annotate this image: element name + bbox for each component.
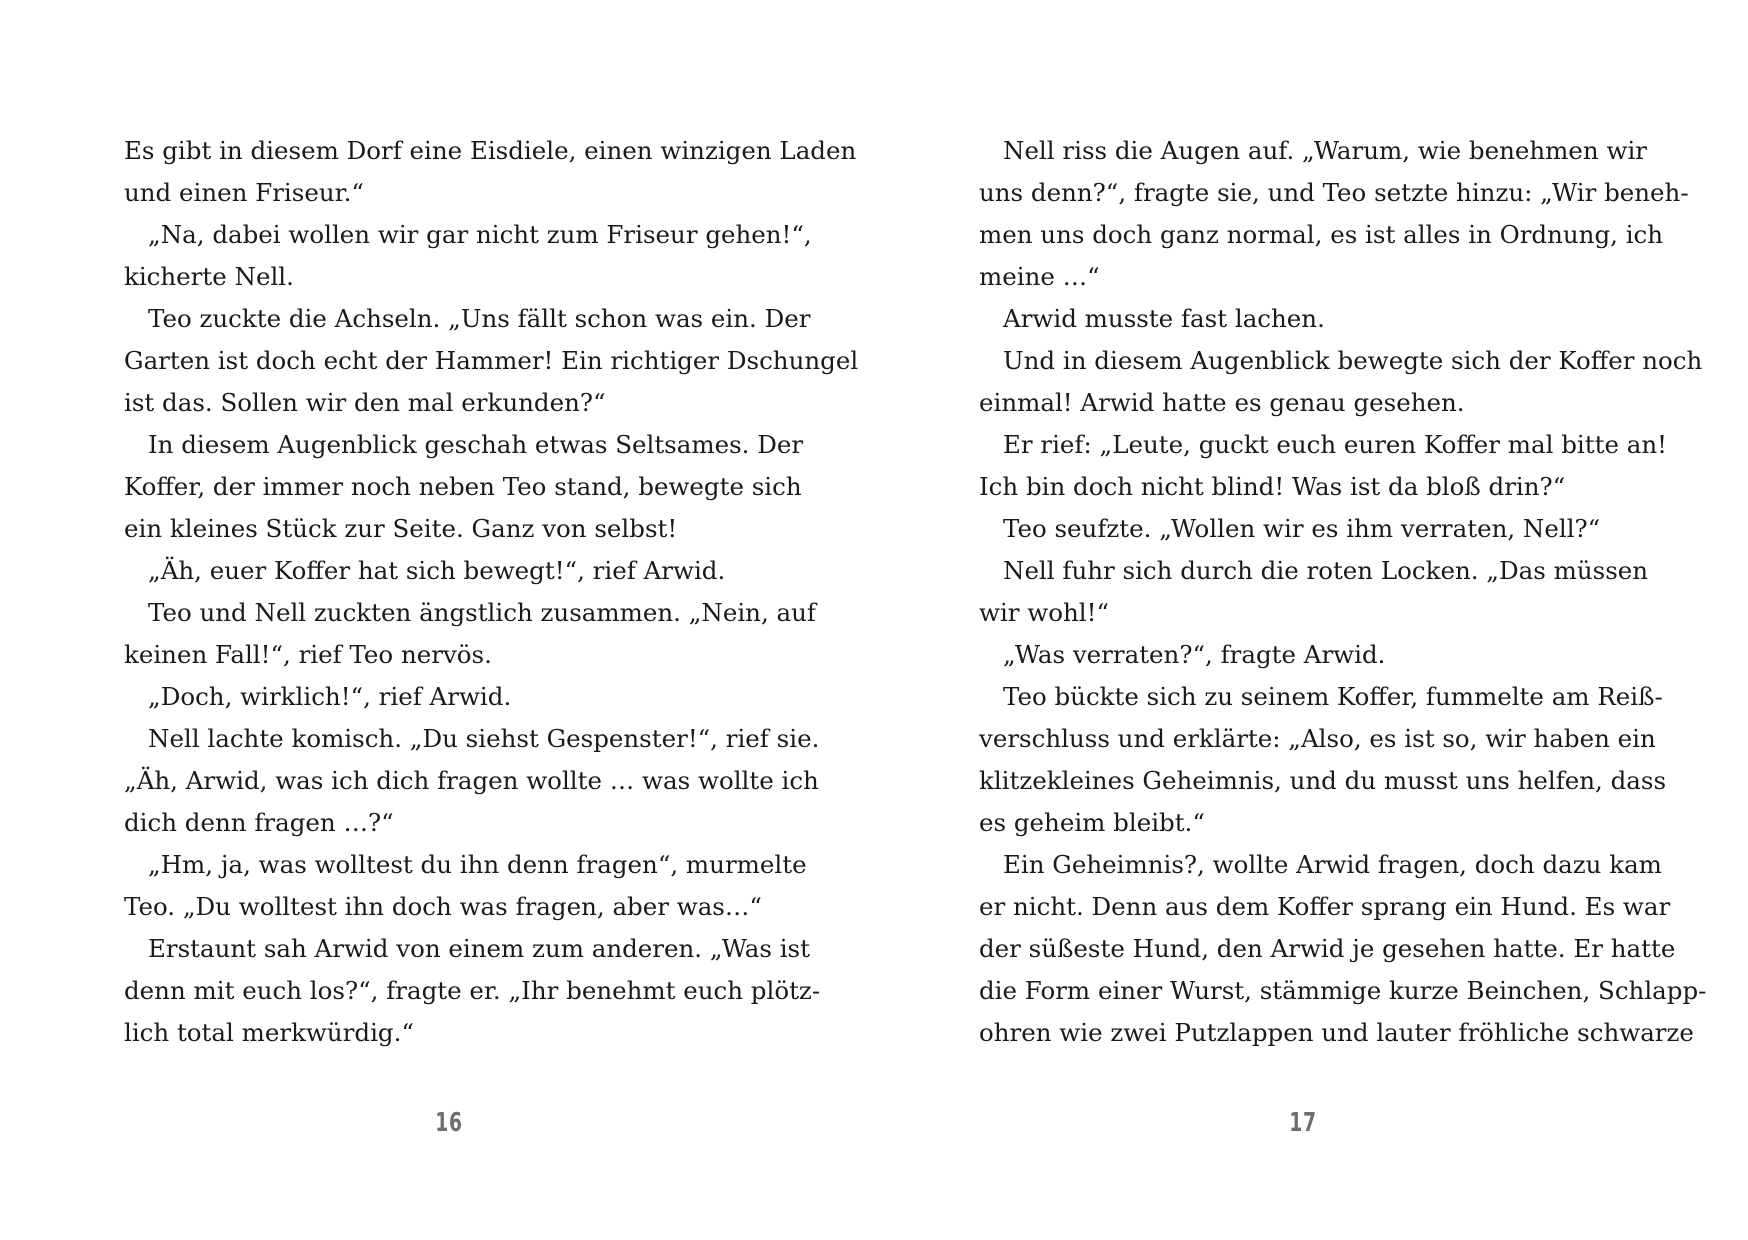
text-line: ist das. Sollen wir den mal erkunden?“ <box>124 388 606 417</box>
text-line: Erstaunt sah Arwid von einem zum anderen. „Was ist <box>148 934 810 963</box>
left-page-text <box>124 130 859 1054</box>
text-line: Ich bin doch nicht blind! Was ist da bloß drin?“ <box>979 472 1566 501</box>
text-line: er nicht. Denn aus dem Koffer sprang ein Hund. Es war <box>979 892 1671 921</box>
right-page <box>979 130 1707 1054</box>
text-line: „Hm, ja, was wolltest du ihn denn fragen“, murmelte <box>148 850 807 879</box>
text-line: verschluss und erklärte: „Also, es ist so, wir haben ein <box>979 724 1656 753</box>
text-line: men uns doch ganz normal, es ist alles in Ordnung, ich <box>979 220 1664 249</box>
text-line: ein kleines Stück zur Seite. Ganz von selbst! <box>124 514 678 543</box>
right-page-text <box>979 130 1707 1054</box>
text-line: keinen Fall!“, rief Teo nervös. <box>124 640 492 669</box>
text-line: Ein Geheimnis?, wollte Arwid fragen, doch dazu kam <box>1003 850 1662 879</box>
text-line: Garten ist doch echt der Hammer! Ein richtiger Dschungel <box>124 346 859 375</box>
text-line: „Was verraten?“, fragte Arwid. <box>1003 640 1386 669</box>
text-line: dich denn fragen …?“ <box>124 808 394 837</box>
text-line: uns denn?“, fragte sie, und Teo setzte hinzu: „Wir beneh- <box>979 178 1689 207</box>
text-line: Arwid musste fast lachen. <box>1003 304 1325 333</box>
text-line: der süßeste Hund, den Arwid je gesehen hatte. Er hatte <box>979 934 1676 963</box>
text-line: In diesem Augenblick geschah etwas Seltsames. Der <box>148 430 804 459</box>
text-line: einmal! Arwid hatte es genau gesehen. <box>979 388 1465 417</box>
text-line: Nell riss die Augen auf. „Warum, wie benehmen wir <box>1003 136 1647 165</box>
left-page-number: 16 <box>435 1108 463 1138</box>
text-line: Teo seufzte. „Wollen wir es ihm verraten, Nell?“ <box>1003 514 1601 543</box>
text-line: Teo bückte sich zu seinem Koffer, fummelte am Reiß- <box>1003 682 1663 711</box>
text-line: meine …“ <box>979 262 1100 291</box>
text-line: Nell fuhr sich durch die roten Locken. „Das müssen <box>1003 556 1649 585</box>
text-line: und einen Friseur.“ <box>124 178 364 207</box>
text-line: Koffer, der immer noch neben Teo stand, bewegte sich <box>124 472 802 501</box>
text-line: wir wohl!“ <box>979 598 1110 627</box>
text-line: Teo. „Du wolltest ihn doch was fragen, aber was…“ <box>124 892 762 921</box>
text-line: „Na, dabei wollen wir gar nicht zum Friseur gehen!“, <box>148 220 812 249</box>
text-line: Er rief: „Leute, guckt euch euren Koffer mal bitte an! <box>1003 430 1667 459</box>
right-page-number: 17 <box>1289 1108 1317 1138</box>
text-line: Es gibt in diesem Dorf eine Eisdiele, einen winzigen Laden <box>124 136 857 165</box>
text-line: es geheim bleibt.“ <box>979 808 1205 837</box>
text-line: ohren wie zwei Putzlappen und lauter fröhliche schwarze <box>979 1018 1694 1047</box>
text-line: Teo zuckte die Achseln. „Uns fällt schon was ein. Der <box>148 304 811 333</box>
text-line: Nell lachte komisch. „Du siehst Gespenster!“, rief sie. <box>148 724 820 753</box>
text-line: denn mit euch los?“, fragte er. „Ihr benehmt euch plötz- <box>124 976 821 1005</box>
text-line: lich total merkwürdig.“ <box>124 1018 414 1047</box>
text-line: Und in diesem Augenblick bewegte sich der Koffer noch <box>1003 346 1703 375</box>
text-line: klitzekleines Geheimnis, und du musst uns helfen, dass <box>979 766 1667 795</box>
text-line: „Äh, euer Koffer hat sich bewegt!“, rief Arwid. <box>148 556 726 585</box>
text-line: „Äh, Arwid, was ich dich fragen wollte … was wollte ich <box>124 766 819 795</box>
text-line: die Form einer Wurst, stämmige kurze Beinchen, Schlapp- <box>979 976 1707 1005</box>
text-line: kicherte Nell. <box>124 262 294 291</box>
text-line: „Doch, wirklich!“, rief Arwid. <box>148 682 512 711</box>
text-line: Teo und Nell zuckten ängstlich zusammen. „Nein, auf <box>148 598 816 627</box>
left-page <box>124 130 859 1054</box>
